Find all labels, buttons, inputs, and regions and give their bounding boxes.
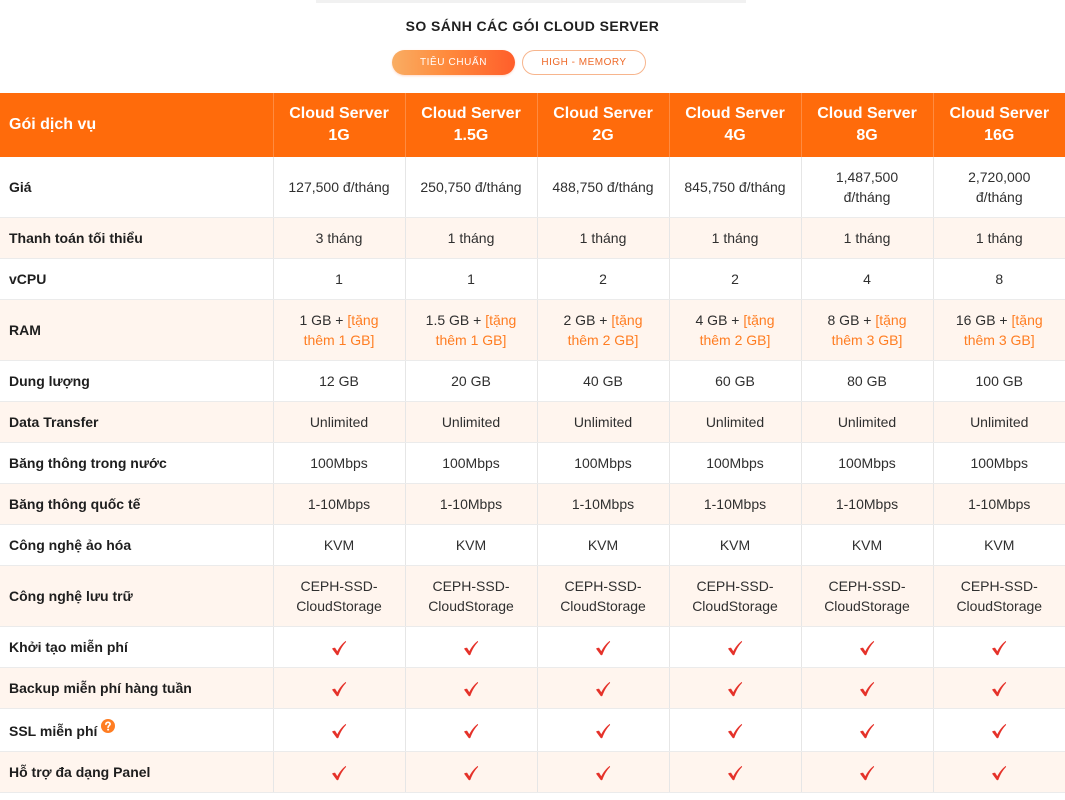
ram-base: 2 GB + bbox=[563, 312, 608, 328]
row-label-text: RAM bbox=[9, 322, 41, 338]
table-cell bbox=[273, 300, 405, 361]
cell-value: CEPH-SSD-CloudStorage bbox=[824, 578, 910, 614]
table-cell bbox=[933, 443, 1065, 484]
check-icon bbox=[331, 681, 347, 697]
table-cell bbox=[537, 402, 669, 443]
cell-value: KVM bbox=[984, 537, 1015, 553]
check-icon bbox=[595, 640, 611, 656]
cell-value: 1-10Mbps bbox=[307, 496, 371, 512]
table-cell bbox=[801, 361, 933, 402]
row-label-text: Giá bbox=[9, 179, 32, 195]
table-cell bbox=[933, 300, 1065, 361]
cell-value: 1 tháng bbox=[447, 230, 495, 246]
ram-bonus: [tặng thêm 2 GB] bbox=[699, 312, 775, 348]
check-icon bbox=[727, 765, 743, 781]
table-cell bbox=[405, 402, 537, 443]
page-title: SO SÁNH CÁC GÓI CLOUD SERVER bbox=[405, 18, 660, 34]
table-cell bbox=[537, 566, 669, 627]
table-cell bbox=[537, 259, 669, 300]
table-row-vcpu bbox=[0, 259, 1065, 300]
cell-value: 2 bbox=[731, 271, 739, 287]
cell-value: KVM bbox=[851, 537, 883, 553]
check-icon bbox=[331, 723, 347, 739]
table-cell bbox=[933, 752, 1065, 793]
table-cell bbox=[405, 525, 537, 566]
ram-bonus: [tặng thêm 3 GB] bbox=[831, 312, 907, 348]
row-label-text: SSL miễn phí bbox=[9, 723, 98, 739]
table-cell bbox=[405, 752, 537, 793]
cell-value: CEPH-SSD-CloudStorage bbox=[692, 578, 778, 614]
table-cell bbox=[669, 361, 801, 402]
ram-base: 4 GB + bbox=[695, 312, 740, 328]
cell-value: Unlimited bbox=[573, 414, 633, 430]
cell-value: 60 GB bbox=[715, 373, 755, 389]
cell-value: 2,720,000 đ/tháng bbox=[968, 169, 1031, 205]
cell-value: 488,750 đ/tháng bbox=[552, 179, 654, 195]
table-cell bbox=[801, 525, 933, 566]
plan-header-cloud-server-16g: Cloud Server 16G bbox=[933, 93, 1065, 157]
row-label-text: Băng thông trong nước bbox=[9, 455, 167, 471]
question-circle-icon[interactable] bbox=[101, 719, 115, 733]
check-icon bbox=[859, 765, 875, 781]
cell-value: 1 bbox=[467, 271, 475, 287]
cell-value: CEPH-SSD-CloudStorage bbox=[296, 578, 382, 614]
cell-value: 4 bbox=[863, 271, 871, 287]
ram-bonus: [tặng thêm 1 GB] bbox=[435, 312, 517, 348]
plan-header-cloud-server-4g: Cloud Server 4G bbox=[669, 93, 801, 157]
cell-value: Unlimited bbox=[441, 414, 501, 430]
table-cell bbox=[669, 259, 801, 300]
table-cell bbox=[801, 752, 933, 793]
table-cell bbox=[273, 566, 405, 627]
table-cell bbox=[669, 300, 801, 361]
table-cell bbox=[537, 752, 669, 793]
table-cell bbox=[537, 525, 669, 566]
check-icon bbox=[859, 681, 875, 697]
ram-bonus: [tặng thêm 2 GB] bbox=[567, 312, 643, 348]
table-cell bbox=[801, 668, 933, 709]
service-plan-header: Gói dịch vụ bbox=[0, 93, 273, 157]
top-divider bbox=[316, 0, 746, 3]
table-cell bbox=[405, 566, 537, 627]
cell-value: 1 tháng bbox=[579, 230, 627, 246]
table-cell bbox=[669, 218, 801, 259]
table-row-thanh-toan-toi-thieu bbox=[0, 218, 1065, 259]
ram-bonus: [tặng thêm 1 GB] bbox=[303, 312, 379, 348]
cell-value: 100Mbps bbox=[574, 455, 632, 471]
table-cell bbox=[669, 752, 801, 793]
table-cell bbox=[273, 443, 405, 484]
table-cell bbox=[669, 566, 801, 627]
table-cell bbox=[669, 157, 801, 218]
table-cell bbox=[933, 157, 1065, 218]
table-cell bbox=[669, 709, 801, 752]
table-row-ssl-mien-phi bbox=[0, 709, 1065, 752]
table-cell bbox=[273, 668, 405, 709]
table-cell bbox=[933, 525, 1065, 566]
table-cell bbox=[405, 709, 537, 752]
table-row-cong-nghe-ao-hoa bbox=[0, 525, 1065, 566]
table-cell bbox=[273, 402, 405, 443]
table-cell bbox=[537, 443, 669, 484]
cell-value: 12 GB bbox=[319, 373, 359, 389]
row-label bbox=[0, 259, 273, 300]
row-label-text: Dung lượng bbox=[9, 373, 90, 389]
table-cell bbox=[669, 668, 801, 709]
row-label-text: Băng thông quốc tế bbox=[9, 496, 141, 512]
cell-value: 100Mbps bbox=[310, 455, 368, 471]
table-cell bbox=[273, 157, 405, 218]
table-cell bbox=[669, 525, 801, 566]
cell-value: Unlimited bbox=[309, 414, 369, 430]
check-icon bbox=[859, 640, 875, 656]
table-cell bbox=[273, 484, 405, 525]
cell-value: 8 bbox=[995, 271, 1004, 287]
cell-value: 1-10Mbps bbox=[968, 496, 1031, 512]
cell-value: 100Mbps bbox=[838, 455, 896, 471]
cell-value: 127,500 đ/tháng bbox=[288, 179, 390, 195]
table-cell bbox=[933, 259, 1065, 300]
check-icon bbox=[991, 640, 1007, 656]
table-cell bbox=[801, 627, 933, 668]
check-icon bbox=[727, 723, 743, 739]
table-cell bbox=[273, 627, 405, 668]
table-cell bbox=[537, 361, 669, 402]
cell-value: 1 tháng bbox=[843, 230, 891, 246]
table-cell bbox=[669, 443, 801, 484]
cell-value: 845,750 đ/tháng bbox=[684, 179, 786, 195]
cell-value: 3 tháng bbox=[315, 230, 363, 246]
row-label bbox=[0, 668, 273, 709]
row-label bbox=[0, 361, 273, 402]
table-row-dung-luong bbox=[0, 361, 1065, 402]
plan-header-cloud-server-2g: Cloud Server 2G bbox=[537, 93, 669, 157]
tab-standard[interactable]: TIÊU CHUẨN bbox=[392, 50, 515, 75]
table-cell bbox=[537, 668, 669, 709]
table-cell bbox=[405, 259, 537, 300]
table-cell bbox=[405, 218, 537, 259]
plan-header-cloud-server-1-5g: Cloud Server 1.5G bbox=[405, 93, 537, 157]
table-row-bang-thong-trong-nuoc bbox=[0, 443, 1065, 484]
row-label-text: Công nghệ lưu trữ bbox=[9, 588, 133, 604]
table-cell bbox=[537, 709, 669, 752]
cell-value: 100Mbps bbox=[442, 455, 500, 471]
check-icon bbox=[463, 765, 479, 781]
cell-value: 1 tháng bbox=[711, 230, 759, 246]
cell-value: CEPH-SSD-CloudStorage bbox=[428, 578, 514, 614]
table-row-ram bbox=[0, 300, 1065, 361]
table-cell bbox=[933, 627, 1065, 668]
plan-header-cloud-server-1g: Cloud Server 1G bbox=[273, 93, 405, 157]
check-icon bbox=[463, 640, 479, 656]
row-label bbox=[0, 709, 273, 752]
cell-value: 40 GB bbox=[583, 373, 623, 389]
row-label bbox=[0, 402, 273, 443]
check-icon bbox=[463, 723, 479, 739]
row-label-text: Data Transfer bbox=[9, 414, 99, 430]
table-cell bbox=[405, 484, 537, 525]
row-label bbox=[0, 627, 273, 668]
table-cell bbox=[801, 300, 933, 361]
table-cell bbox=[405, 668, 537, 709]
check-icon bbox=[727, 640, 743, 656]
table-cell bbox=[801, 157, 933, 218]
ram-base: 1.5 GB + bbox=[425, 312, 482, 328]
row-label bbox=[0, 525, 273, 566]
table-cell bbox=[933, 218, 1065, 259]
table-cell bbox=[933, 402, 1065, 443]
ram-bonus: [tặng thêm 3 GB] bbox=[963, 312, 1043, 348]
table-cell bbox=[801, 443, 933, 484]
row-label bbox=[0, 218, 273, 259]
table-cell bbox=[273, 259, 405, 300]
cell-value: Unlimited bbox=[705, 414, 765, 430]
table-cell bbox=[273, 218, 405, 259]
table-cell bbox=[933, 668, 1065, 709]
cell-value: Unlimited bbox=[837, 414, 897, 430]
table-cell bbox=[537, 484, 669, 525]
table-cell bbox=[801, 484, 933, 525]
cell-value: 100Mbps bbox=[970, 455, 1029, 471]
cell-value: CEPH-SSD-CloudStorage bbox=[956, 578, 1043, 614]
row-label bbox=[0, 300, 273, 361]
cell-value: 1 tháng bbox=[975, 230, 1023, 246]
table-row-data-transfer bbox=[0, 402, 1065, 443]
table-cell bbox=[405, 157, 537, 218]
row-label-text: vCPU bbox=[9, 271, 47, 287]
table-cell bbox=[273, 361, 405, 402]
cell-value: Unlimited bbox=[970, 414, 1029, 430]
cell-value: 1,487,500 đ/tháng bbox=[835, 169, 899, 205]
check-icon bbox=[991, 681, 1007, 697]
cell-value: KVM bbox=[323, 537, 355, 553]
check-icon bbox=[991, 723, 1007, 739]
plan-header-cloud-server-8g: Cloud Server 8G bbox=[801, 93, 933, 157]
table-cell bbox=[801, 402, 933, 443]
check-icon bbox=[991, 765, 1007, 781]
check-icon bbox=[331, 765, 347, 781]
cell-value: 80 GB bbox=[847, 373, 887, 389]
table-cell bbox=[669, 627, 801, 668]
table-cell bbox=[273, 752, 405, 793]
table-header-row bbox=[0, 93, 1065, 157]
table-row-backup-mien-phi-hang-tuan bbox=[0, 668, 1065, 709]
ram-base: 8 GB + bbox=[827, 312, 872, 328]
cell-value: KVM bbox=[719, 537, 751, 553]
row-label bbox=[0, 566, 273, 627]
row-label bbox=[0, 443, 273, 484]
table-cell bbox=[537, 157, 669, 218]
table-cell bbox=[273, 709, 405, 752]
row-label bbox=[0, 484, 273, 525]
check-icon bbox=[727, 681, 743, 697]
table-cell bbox=[405, 627, 537, 668]
table-cell bbox=[405, 443, 537, 484]
table-body bbox=[0, 157, 1065, 793]
comparison-table bbox=[0, 93, 1065, 793]
ram-base: 1 GB + bbox=[299, 312, 344, 328]
table-cell bbox=[405, 300, 537, 361]
check-icon bbox=[595, 765, 611, 781]
row-label bbox=[0, 752, 273, 793]
table-cell bbox=[405, 361, 537, 402]
table-cell bbox=[801, 218, 933, 259]
check-icon bbox=[331, 640, 347, 656]
table-cell bbox=[801, 259, 933, 300]
cell-value: 1-10Mbps bbox=[835, 496, 899, 512]
cell-value: 250,750 đ/tháng bbox=[420, 179, 522, 195]
row-label-text: Khởi tạo miễn phí bbox=[9, 639, 128, 655]
cell-value: 1-10Mbps bbox=[439, 496, 503, 512]
tab-high-memory[interactable]: HIGH - MEMORY bbox=[522, 50, 646, 75]
cell-value: 1-10Mbps bbox=[571, 496, 635, 512]
cell-value: KVM bbox=[455, 537, 487, 553]
table-row-khoi-tao-mien-phi bbox=[0, 627, 1065, 668]
row-label-text: Thanh toán tối thiểu bbox=[9, 230, 143, 246]
check-icon bbox=[595, 681, 611, 697]
table-cell bbox=[537, 300, 669, 361]
cell-value: 100Mbps bbox=[706, 455, 764, 471]
ram-base: 16 GB + bbox=[955, 312, 1008, 328]
table-cell bbox=[933, 484, 1065, 525]
row-label-text: Hỗ trợ đa dạng Panel bbox=[9, 764, 151, 780]
table-cell bbox=[273, 525, 405, 566]
table-row-bang-thong-quoc-te bbox=[0, 484, 1065, 525]
row-label-text: Công nghệ ảo hóa bbox=[9, 537, 132, 553]
table-cell bbox=[801, 566, 933, 627]
table-cell bbox=[933, 709, 1065, 752]
table-cell bbox=[537, 218, 669, 259]
table-cell bbox=[933, 566, 1065, 627]
check-icon bbox=[595, 723, 611, 739]
row-label-text: Backup miễn phí hàng tuần bbox=[9, 680, 192, 696]
cell-value: CEPH-SSD-CloudStorage bbox=[560, 578, 646, 614]
table-cell bbox=[537, 627, 669, 668]
table-cell bbox=[669, 402, 801, 443]
cell-value: 1-10Mbps bbox=[703, 496, 767, 512]
table-cell bbox=[933, 361, 1065, 402]
cell-value: 2 bbox=[599, 271, 607, 287]
table-row-cong-nghe-luu-tru bbox=[0, 566, 1065, 627]
cell-value: 20 GB bbox=[451, 373, 491, 389]
table-row-ho-tro-da-dang-panel bbox=[0, 752, 1065, 793]
check-icon bbox=[463, 681, 479, 697]
table-row-gia bbox=[0, 157, 1065, 218]
cell-value: 1 bbox=[335, 271, 343, 287]
cell-value: KVM bbox=[587, 537, 619, 553]
table-cell bbox=[801, 709, 933, 752]
cell-value: 100 GB bbox=[975, 373, 1023, 389]
check-icon bbox=[859, 723, 875, 739]
row-label bbox=[0, 157, 273, 218]
table-cell bbox=[669, 484, 801, 525]
